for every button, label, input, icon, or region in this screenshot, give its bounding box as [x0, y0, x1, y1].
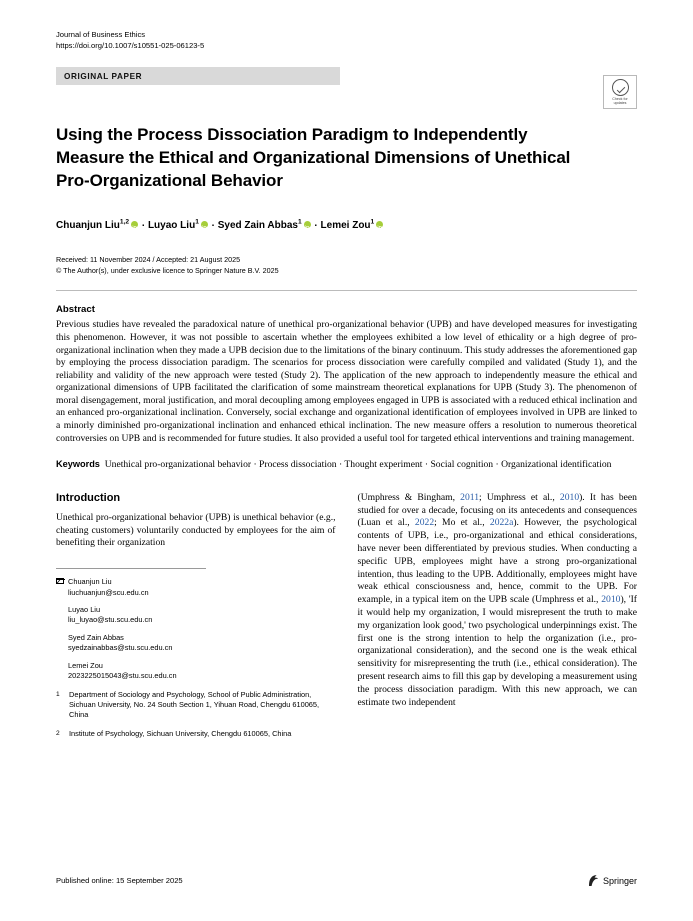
citation-link[interactable]: 2011 [460, 491, 479, 503]
affiliation-text: Institute of Psychology, Sichuan University, Chengdu 610065, China [69, 728, 292, 738]
correspondence-divider [56, 568, 206, 569]
paragraph-text: ; Umphress et al., [479, 491, 560, 503]
right-column [358, 492, 638, 739]
author-entry[interactable] [218, 220, 312, 231]
author-entry[interactable] [321, 220, 385, 231]
paragraph-text: ; Mo et al., [434, 517, 490, 529]
author-list [56, 216, 637, 233]
check-circle-icon [612, 79, 629, 96]
author-email[interactable]: syedzainabbas@stu.scu.edu.cn [68, 643, 173, 653]
crossmark-line1: Check for [612, 96, 628, 101]
divider [56, 290, 637, 291]
citation-link[interactable]: 2010 [559, 491, 580, 503]
author-contact [56, 661, 336, 682]
section-heading-introduction: Introduction [56, 491, 121, 504]
crossmark-line2: updates [613, 101, 627, 105]
affiliation-number: 2 [56, 729, 60, 737]
paragraph-text: ), 'If it would help my organization, I would misrepresent the truth to make my organization look good,' two psychological underpinnings exist. The first one is the strong intention to help the organization (i.e., pro-organizational consideration), and the second one is the weak ethical sensitivity for misrepresenting the truth (i.e., ethical consideration). The present research aims to fill this gap by developing a measurement using the process dissociation paradigm. With this new approach, we can estimate two independent [357, 594, 637, 708]
publisher-name: Springer [602, 875, 637, 886]
author-affil-sup: 1 [297, 219, 302, 226]
author-name: Lemei Zou [68, 660, 103, 670]
page-title: Using the Process Dissociation Paradigm to Independently Measure the Ethical and Organizational Dimensions of Unethical Pro-Organizational Behavior [56, 125, 571, 190]
author-contact [56, 633, 336, 654]
abstract-text: Previous studies have revealed the paradoxical nature of unethical pro-organizational behavior (UPB) and have developed measures for investigating this phenomenon. However, it was not possible to ascertain whether the employees exhibited a low level of ethicality or a high degree of pro-organizational inclination when they made a UPB decision due to the limitations of the binary continuum. This study addresses the aforementioned gap by employing the process dissociation paradigm. The scenarios for process dissociation were carefully compiled and validated (Study 1), and the reliability and validity of the new approach were tested (Study 2). The application of the new approach to independently measure the ethical and organizational dimensions of UPB facilitated the clarification of some mainstream theoretical explanations for UPB (Study 3). The phenomenon of moral disengagement, moral justification, and moral decoupling among employees engaged in UPB is associated with a reduced ethical inclination and an enhanced pro-organizational inclination. Conversely, social exchange and organizational identification of employees involved in UPB are linked to a minorly diminished pro-organizational inclination and enhanced ethical inclination. The new measure offers a resolution to numerous theoretical controversies on UPB and is recommended for future studies. It also provided a useful tool for targeted ethical interventions and training management. [56, 319, 638, 444]
author-email[interactable]: liu_luyao@stu.scu.edu.cn [68, 615, 153, 625]
publisher-logo [587, 874, 637, 887]
author-entry[interactable] [56, 220, 139, 231]
received-accepted: Received: 11 November 2024 / Accepted: 21 August 2025 [56, 255, 241, 265]
paper-type-badge: ORIGINAL PAPER [56, 67, 340, 85]
journal-name: Journal of Business Ethics [56, 30, 146, 39]
keywords-block [56, 458, 637, 472]
orcid-icon[interactable] [131, 221, 138, 228]
doi-line[interactable]: https://doi.org/10.1007/s10551-025-06123-5 [56, 40, 205, 50]
orcid-icon[interactable] [376, 221, 383, 228]
author-contact [56, 605, 336, 626]
correspondence-block [56, 577, 336, 681]
citation-link[interactable]: 2022 [414, 517, 435, 529]
abstract-heading: Abstract [56, 304, 95, 316]
author-name: Chuanjun Liu [56, 220, 120, 232]
citation-link[interactable]: 2022a [489, 517, 514, 529]
intro-left-paragraph: Unethical pro-organizational behavior (UPB) is unethical behavior (e.g., cheating customers) voluntarily conducted by employees for the aim of benefiting their organization [56, 511, 336, 549]
author-separator: · [208, 220, 218, 232]
intro-right-paragraph [358, 492, 638, 710]
corresponding-author [56, 577, 336, 598]
author-name: Syed Zain Abbas [217, 220, 298, 232]
author-name: Syed Zain Abbas [68, 632, 124, 642]
springer-horse-icon [587, 874, 599, 887]
paragraph-text: ). However, the psychological contents of UPB, i.e., pro-organizational and ethical considerations, have never been differentiated by previous studies. When conducting a specific UPB, employees might have a strong pro-organizational intention, thus leading to the UPB. Additionally, employees might have weak ethical consciousness and, hence, commit to the UPB. For example, in a typical item on the UPB scale (Umphress et al., [357, 517, 637, 606]
orcid-icon[interactable] [304, 221, 311, 228]
author-affil-sup: 1 [370, 219, 375, 226]
author-email[interactable]: 2023225015043@stu.scu.edu.cn [68, 671, 177, 681]
publication-dates [56, 255, 637, 276]
paragraph-text: (Umphress & Bingham, [357, 491, 461, 503]
affiliation-number: 1 [56, 690, 60, 698]
two-column-body [56, 492, 637, 739]
paragraph-text: ). It has been studied for over a decade, focusing on its antecedents and consequences (Luan et al., [357, 491, 637, 529]
orcid-icon[interactable] [201, 221, 208, 228]
citation-link[interactable]: 2010 [601, 594, 621, 606]
author-affil-sup: 1,2 [119, 219, 130, 226]
copyright-line: © The Author(s), under exclusive licence to Springer Nature B.V. 2025 [56, 265, 279, 275]
affiliation-text: Department of Sociology and Psychology, School of Public Administration, Sichuan University, No. 24 South Section 1, Yihuan Road, Chengdu 610065, China [69, 689, 320, 720]
corr-author-name: Chuanjun Liu [68, 577, 112, 587]
page-footer [56, 874, 637, 887]
author-name: Lemei Zou [320, 220, 371, 232]
affiliation-item [56, 729, 336, 739]
author-name: Luyao Liu [147, 220, 196, 232]
author-separator: · [139, 220, 148, 232]
left-column [56, 492, 336, 739]
author-affil-sup: 1 [195, 219, 199, 226]
keywords-label: Keywords [56, 459, 100, 470]
envelope-icon [56, 578, 64, 584]
author-name: Luyao Liu [68, 605, 101, 615]
published-online: Published online: 15 September 2025 [56, 876, 183, 885]
keywords-text: Unethical pro-organizational behavior · Process dissociation · Thought experiment · Social cognition · Organizational identification [104, 459, 612, 471]
author-separator: · [311, 220, 321, 232]
paper-type-row [56, 67, 637, 105]
affiliation-item [56, 690, 336, 721]
crossmark-badge[interactable] [603, 75, 637, 109]
corr-author-email[interactable]: liuchuanjun@scu.edu.cn [68, 587, 149, 597]
author-entry[interactable] [148, 220, 209, 231]
